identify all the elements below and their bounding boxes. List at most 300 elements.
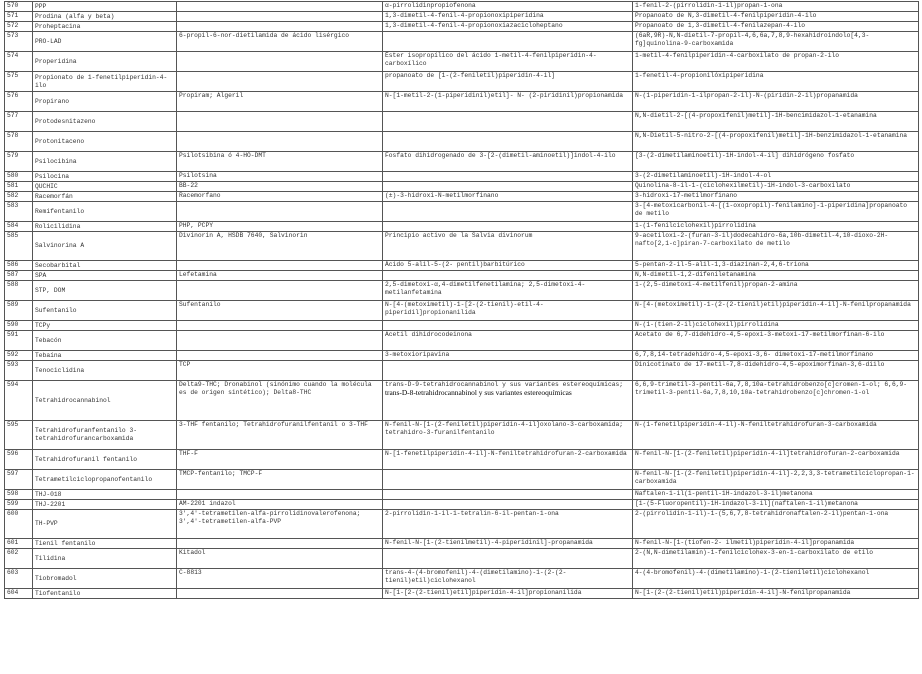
substance-chemical-name xyxy=(383,172,633,182)
substance-synonyms xyxy=(177,182,383,192)
substance-chemical-name xyxy=(383,72,633,92)
row-number-text: 597 xyxy=(7,470,19,477)
substance-iupac-name xyxy=(633,22,919,32)
substance-name xyxy=(33,52,177,72)
row-number-text: 598 xyxy=(7,490,19,497)
substance-chemical-name xyxy=(383,232,633,261)
substance-synonyms xyxy=(177,202,383,222)
substance-name xyxy=(33,112,177,132)
substance-iupac-name-text: N,N-dimetil-1,2-difeniletanamina xyxy=(635,271,756,278)
substance-synonyms-text: Lefetamina xyxy=(179,271,217,278)
row-number-text: 595 xyxy=(7,421,19,428)
substance-synonyms-text: Propiram; Algeril xyxy=(179,92,244,99)
substance-chemical-name-text: 2-pirrolidin-1-il-1-tetralin-6-il-pentan-1-ona xyxy=(385,510,559,517)
row-number-text: 573 xyxy=(7,32,19,39)
substance-iupac-name xyxy=(633,301,919,321)
table-row xyxy=(5,222,919,232)
row-number-text: 601 xyxy=(7,539,19,546)
substance-chemical-name xyxy=(383,92,633,112)
substance-synonyms xyxy=(177,2,383,12)
row-number-text: 596 xyxy=(7,450,19,457)
table-row xyxy=(5,589,919,599)
substance-name xyxy=(33,22,177,32)
substance-iupac-name-text: N-(1-fenetilpiperidin-4-il)-N-feniltetrahidrofuran-3-carboxamida xyxy=(635,421,877,428)
substance-name xyxy=(33,539,177,549)
table-row xyxy=(5,32,919,52)
row-number xyxy=(5,281,33,301)
substance-name xyxy=(33,2,177,12)
substance-name-text: Tiobromadol xyxy=(35,574,77,582)
row-number xyxy=(5,351,33,361)
substance-iupac-name xyxy=(633,12,919,22)
substance-iupac-name-text: Propanoato de N,3-dimetil-4-fenilpiperidin-4-ilo xyxy=(635,12,817,19)
table-row xyxy=(5,301,919,321)
row-number xyxy=(5,510,33,539)
substance-name xyxy=(33,351,177,361)
substance-iupac-name-text: 2-(pirrolidin-1-il)-1-(5,6,7,8-tetrahidronaftalen-2-il)pentan-1-ona xyxy=(635,510,889,517)
row-number-text: 571 xyxy=(7,12,19,19)
row-number-text: 588 xyxy=(7,281,19,288)
substance-chemical-name xyxy=(383,132,633,152)
table-row xyxy=(5,202,919,222)
substance-synonyms-text: 6-propil-6-nor-dietilamida de ácido lisérgico xyxy=(179,32,350,39)
substance-chemical-name xyxy=(383,569,633,589)
substance-synonyms-text: Delta9-THC; Dronabinol (sinónimo cuando la molécula es de origen sintético); Delta8-THC xyxy=(179,381,372,396)
row-number xyxy=(5,470,33,490)
row-number xyxy=(5,500,33,510)
row-number xyxy=(5,32,33,52)
substance-iupac-name-text: N-[4-(metoximetil)-1-(2-(2-tienil)etil)piperidin-4-il]-N-fenilpropanamida xyxy=(635,301,911,308)
substance-synonyms xyxy=(177,490,383,500)
substance-synonyms xyxy=(177,321,383,331)
substance-synonyms-text: Psilotsina xyxy=(179,172,217,179)
table-row xyxy=(5,381,919,421)
substance-iupac-name xyxy=(633,510,919,539)
substance-name xyxy=(33,281,177,301)
substance-name-text: Tetrametilciclopropanofentanilo xyxy=(35,475,153,483)
row-number xyxy=(5,192,33,202)
substance-synonyms xyxy=(177,361,383,381)
substance-iupac-name xyxy=(633,331,919,351)
substance-iupac-name-text: N-fenil-N-[1-(2-feniletil)piperidin-4-il]tetrahidrofuran-2-carboxamida xyxy=(635,450,900,457)
substance-iupac-name xyxy=(633,222,919,232)
row-number-text: 574 xyxy=(7,52,19,59)
substance-synonyms xyxy=(177,232,383,261)
substance-synonyms-text: Racemorfano xyxy=(179,192,221,199)
substance-name xyxy=(33,421,177,450)
substance-iupac-name xyxy=(633,321,919,331)
substance-iupac-name xyxy=(633,569,919,589)
table-row xyxy=(5,192,919,202)
substance-iupac-name xyxy=(633,271,919,281)
substance-synonyms xyxy=(177,152,383,172)
substance-chemical-name-text: propanoato de [1-(2-feniletil)piperidin-4-il] xyxy=(385,72,556,79)
substance-chemical-name xyxy=(383,202,633,222)
substance-synonyms-text: PHP, PCPY xyxy=(179,222,214,229)
substance-iupac-name xyxy=(633,539,919,549)
row-number xyxy=(5,52,33,72)
substance-chemical-name-text: Fosfato dihidrogenado de 3-[2-(dimetil-aminoetil)]indol-4-ilo xyxy=(385,152,616,159)
substance-iupac-name xyxy=(633,589,919,599)
substance-iupac-name xyxy=(633,2,919,12)
substance-synonyms xyxy=(177,539,383,549)
table-body xyxy=(5,2,919,599)
substance-chemical-name-text: N-[1-[2-(2-tienil)etil]piperidin-4-il]propionanilida xyxy=(385,589,582,596)
row-number xyxy=(5,490,33,500)
substance-chemical-name xyxy=(383,32,633,52)
substance-iupac-name xyxy=(633,152,919,172)
substance-iupac-name-text: Naftalen-1-il(1-pentil-1H-indazol-3-il)metanona xyxy=(635,490,813,497)
table-row xyxy=(5,261,919,271)
row-number xyxy=(5,72,33,92)
table-row xyxy=(5,182,919,192)
substance-synonyms-text: TCP xyxy=(179,361,191,368)
table-row xyxy=(5,281,919,301)
substance-iupac-name-text: N-fenil-N-[1-(tiofen-2- ilmetil)piperidin-4-il]propanamida xyxy=(635,539,855,546)
substance-iupac-name-text: N-(1-piperidin-1-ilpropan-2-il)-N-(piridin-2-il)propanamida xyxy=(635,92,858,99)
substance-iupac-name xyxy=(633,232,919,261)
table-row xyxy=(5,321,919,331)
substance-chemical-name xyxy=(383,22,633,32)
table-row xyxy=(5,331,919,351)
substance-name xyxy=(33,500,177,510)
row-number xyxy=(5,301,33,321)
substance-name-text: TH-PVP xyxy=(35,520,58,527)
substance-iupac-name xyxy=(633,500,919,510)
substance-name-text: QUCHIC xyxy=(35,182,58,190)
substance-synonyms-text: Kitadol xyxy=(179,549,206,556)
table-row xyxy=(5,232,919,261)
row-number-text: 578 xyxy=(7,132,19,139)
row-number xyxy=(5,112,33,132)
substance-chemical-name xyxy=(383,281,633,301)
substance-synonyms xyxy=(177,261,383,271)
substance-iupac-name-text: 9-acetiloxi-2-(furan-3-il)dodecahidro-6a,10b-dimetil-4,10-dioxo-2H-nafto[2,1-c]piran-7-carboxilato de metilo xyxy=(635,232,889,247)
substance-name xyxy=(33,152,177,172)
substance-synonyms xyxy=(177,192,383,202)
table-row xyxy=(5,132,919,152)
row-number xyxy=(5,539,33,549)
substance-iupac-name-text: 1-metil-4-fenilpiperidin-4-carboxilato de propan-2-ilo xyxy=(635,52,840,59)
substance-iupac-name-text: N,N-dietil-2-[(4-propoxifenil)metil]-1H-bencimidazol-1-etanamina xyxy=(635,112,877,119)
substance-name xyxy=(33,261,177,271)
row-number xyxy=(5,22,33,32)
table-row xyxy=(5,2,919,12)
substance-name-text: Sufentanilo xyxy=(35,306,77,314)
substance-iupac-name xyxy=(633,450,919,470)
row-number-text: 600 xyxy=(7,510,19,517)
substance-synonyms-text: Sufentanilo xyxy=(179,301,221,308)
substance-chemical-name xyxy=(383,152,633,172)
substance-name-text: PRO-LAD xyxy=(35,37,62,45)
row-number-text: 587 xyxy=(7,271,19,278)
substance-name-text: Tebacón xyxy=(35,336,62,344)
substance-name-text: Secobarbital xyxy=(35,261,81,269)
substance-iupac-name xyxy=(633,351,919,361)
substance-synonyms xyxy=(177,92,383,112)
substance-synonyms xyxy=(177,22,383,32)
substance-iupac-name xyxy=(633,281,919,301)
row-number-text: 575 xyxy=(7,72,19,79)
substance-name xyxy=(33,222,177,232)
substance-iupac-name-text: 3-hidroxi-17-metilmorfinano xyxy=(635,192,738,199)
table-row xyxy=(5,172,919,182)
chemical-name-part: trans-D-9-tetrahidrocannabinol y sus variantes estereoquímicas; xyxy=(385,381,624,388)
substance-chemical-name xyxy=(383,12,633,22)
row-number xyxy=(5,361,33,381)
row-number-text: 593 xyxy=(7,361,19,368)
substance-name-text: Tilidina xyxy=(35,554,66,562)
substance-synonyms xyxy=(177,331,383,351)
substance-synonyms xyxy=(177,32,383,52)
substance-name-text: Prodina (alfa y beta) xyxy=(35,12,115,20)
substance-synonyms xyxy=(177,281,383,301)
substance-chemical-name xyxy=(383,301,633,321)
substance-iupac-name-text: 1-(1-fenilciclohexil)pirrolidina xyxy=(635,222,756,229)
substance-synonyms-text: THF-F xyxy=(179,450,198,457)
substance-iupac-name xyxy=(633,361,919,381)
substance-iupac-name-text: N-(1-(tien-2-il)ciclohexil)pirrolidina xyxy=(635,321,779,328)
substance-iupac-name xyxy=(633,421,919,450)
substance-name xyxy=(33,361,177,381)
table-row xyxy=(5,351,919,361)
row-number-text: 582 xyxy=(7,192,19,199)
substance-name xyxy=(33,321,177,331)
substance-iupac-name-text: 3-[4-metoxicarbonil-4-[(1-oxopropil)-fenilamino]-1-piperidina]propanoato de metilo xyxy=(635,202,908,217)
substance-name-text: Tiofentanilo xyxy=(35,589,81,597)
substance-name xyxy=(33,12,177,22)
substance-synonyms-text: BB-22 xyxy=(179,182,198,189)
substance-iupac-name-text: (6aR,9R)-N,N-dietil-7-propil-4,6,6a,7,8,9-hexahidroindolo[4,3-fg]quinolina-9-carboxamida xyxy=(635,32,870,47)
substance-chemical-name xyxy=(383,539,633,549)
substance-iupac-name-text: 6,7,8,14-tetradehidro-4,5-epoxi-3,6- dimetoxi-17-metilmorfinano xyxy=(635,351,874,358)
substance-name xyxy=(33,271,177,281)
substance-name xyxy=(33,490,177,500)
row-number-text: 602 xyxy=(7,549,19,556)
row-number xyxy=(5,172,33,182)
substance-iupac-name-text: Acetato de 6,7-didehidro-4,5-epoxi-3-metoxi-17-metilmorfinan-6-ilo xyxy=(635,331,885,338)
substance-iupac-name xyxy=(633,132,919,152)
substance-name xyxy=(33,172,177,182)
substance-chemical-name xyxy=(383,381,633,421)
row-number-text: 585 xyxy=(7,232,19,239)
substance-name-text: Proheptacina xyxy=(35,22,81,30)
substance-chemical-name xyxy=(383,450,633,470)
substance-name-text: Tetrahidrofuranil fentanilo xyxy=(35,455,138,463)
row-number xyxy=(5,331,33,351)
substance-name-text: SPA xyxy=(35,271,47,279)
row-number-text: 572 xyxy=(7,22,19,29)
substance-iupac-name-text: 1-fenetil-4-propionilóxipiperidina xyxy=(635,72,764,79)
substance-iupac-name-text: 4-(4-bromofenil)-4-(dimetilamino)-1-(2-tieniletil)ciclohexanol xyxy=(635,569,870,576)
row-number-text: 604 xyxy=(7,589,19,596)
substance-synonyms xyxy=(177,450,383,470)
substance-chemical-name xyxy=(383,112,633,132)
row-number xyxy=(5,271,33,281)
row-number-text: 581 xyxy=(7,182,19,189)
row-number-text: 570 xyxy=(7,2,19,9)
row-number-text: 586 xyxy=(7,261,19,268)
table-row xyxy=(5,539,919,549)
substance-chemical-name xyxy=(383,182,633,192)
substance-name-text: Tienil fentanilo xyxy=(35,539,96,547)
substance-iupac-name-text: N-[1-(2-(2-tienil)etil)piperidin-4-il]-N-fenilpropanamida xyxy=(635,589,851,596)
substance-name-text: STP, DOM xyxy=(35,286,66,294)
table-row xyxy=(5,22,919,32)
substance-chemical-name xyxy=(383,490,633,500)
substance-name-text: THJ-2201 xyxy=(35,500,66,508)
substance-iupac-name-text: N-fenil-N-[1-(2-feniletil)piperidin-4-il]-2,2,3,3-tetrametilciclopropan-1-carboxamida xyxy=(635,470,915,485)
substance-name-text: Properidina xyxy=(35,57,77,65)
substance-chemical-name xyxy=(383,500,633,510)
substance-name xyxy=(33,450,177,470)
substance-name xyxy=(33,192,177,202)
substance-chemical-name-text: Ácido 5-alil-5-(2- pentil)barbitúrico xyxy=(385,261,525,268)
substance-chemical-name xyxy=(383,510,633,539)
substance-name xyxy=(33,202,177,222)
substance-iupac-name xyxy=(633,192,919,202)
substance-synonyms-text: AM-2201 indazol xyxy=(179,500,236,507)
substance-chemical-name-text: (±)-3-hidroxi-N-metilmorfinano xyxy=(385,192,499,199)
row-number xyxy=(5,92,33,112)
substance-chemical-name-text: N-[1-metil-2-(1-piperidinil)etil]- N- (2-piridinil)propionamida xyxy=(385,92,624,99)
substance-iupac-name-text: 6,6,9-trimetil-3-pentil-6a,7,8,10a-tetrahidrobenzo[c]cromen-1-ol; 6,6,9-trimetil-3-pentil-6a,7,8,10,10a-tetrahidrobenzo[c]chromen-1-ol xyxy=(635,381,908,396)
substance-name xyxy=(33,92,177,112)
substance-synonyms xyxy=(177,301,383,321)
row-number xyxy=(5,2,33,12)
substance-chemical-name-text: 3-metoxioripavina xyxy=(385,351,450,358)
substance-synonyms xyxy=(177,52,383,72)
substance-chemical-name-text: Acetil dihidrocodeinona xyxy=(385,331,472,338)
substance-name xyxy=(33,331,177,351)
substance-synonyms xyxy=(177,112,383,132)
substance-synonyms xyxy=(177,510,383,539)
substance-table xyxy=(4,1,919,599)
substance-chemical-name-text: Principio activo de la Salvia divinorum xyxy=(385,232,533,239)
substance-chemical-name xyxy=(383,321,633,331)
substance-synonyms xyxy=(177,351,383,361)
row-number-text: 584 xyxy=(7,222,19,229)
substance-chemical-name xyxy=(383,2,633,12)
row-number xyxy=(5,132,33,152)
substance-synonyms-text: Psilotsibina ó 4-HO-DMT xyxy=(179,152,266,159)
substance-chemical-name-text: N-[4-(metoximetil)-1-[2-(2-tienil)-etil-4-piperidil]propionanilida xyxy=(385,301,544,316)
substance-name xyxy=(33,32,177,52)
substance-chemical-name-text: 2,5-dimetoxi-α,4-dimetilfenetilamina; 2,5-dimetoxi-4-metilanfetamina xyxy=(385,281,586,296)
substance-iupac-name-text: Quinolina-8-il-1-(ciclohexilmetil)-1H-indol-3-carboxilato xyxy=(635,182,851,189)
substance-name-text: Rolicilidina xyxy=(35,222,81,230)
substance-name-text: Tetrahidrofuranfentanilo 3-tetrahidrofurancarboxamida xyxy=(35,427,138,442)
substance-name-text: Racemorfán xyxy=(35,192,73,200)
substance-iupac-name xyxy=(633,32,919,52)
substance-chemical-name-text: trans-4-(4-bromofenil)-4-(dimetilamino)-1-(2-(2-tienil)etil)ciclohexanol xyxy=(385,569,567,584)
substance-synonyms xyxy=(177,271,383,281)
row-number-text: 576 xyxy=(7,92,19,99)
substance-name xyxy=(33,549,177,569)
substance-synonyms xyxy=(177,381,383,421)
substance-chemical-name-text: N-fenil-N-[1-(2-feniletil)piperidin-4-il]oxolano-3-carboxamida; tetrahidro-3-furanilfentanilo xyxy=(385,421,624,436)
substance-name-text: Protodesnitazeno xyxy=(35,117,96,125)
table-row xyxy=(5,52,919,72)
row-number-text: 590 xyxy=(7,321,19,328)
substance-iupac-name xyxy=(633,490,919,500)
substance-iupac-name-text: 2-(N,N-dimetilamin)-1-fenilciclohex-3-en-1-carboxilato de etilo xyxy=(635,549,874,556)
substance-iupac-name-text: N,N-Dietil-5-nitro-2-[(4-propoxifenil)metil]-1H-benzimidazol-1-etanamina xyxy=(635,132,908,139)
row-number xyxy=(5,152,33,172)
table-row xyxy=(5,112,919,132)
substance-synonyms xyxy=(177,12,383,22)
substance-synonyms xyxy=(177,549,383,569)
table-row xyxy=(5,490,919,500)
substance-name xyxy=(33,510,177,539)
row-number xyxy=(5,321,33,331)
row-number xyxy=(5,589,33,599)
substance-iupac-name xyxy=(633,172,919,182)
substance-chemical-name xyxy=(383,331,633,351)
substance-synonyms xyxy=(177,132,383,152)
table-row xyxy=(5,72,919,92)
substance-chemical-name xyxy=(383,470,633,490)
substance-chemical-name xyxy=(383,192,633,202)
table-row xyxy=(5,152,919,172)
substance-name-text: Tetrahidrocannabinol xyxy=(35,396,111,404)
row-number-text: 579 xyxy=(7,152,19,159)
row-number-text: 577 xyxy=(7,112,19,119)
table-row xyxy=(5,549,919,569)
substance-iupac-name-text: [1-(5-Fluoropentil)-1H-indazol-3-il](naftalen-1-il)metanona xyxy=(635,500,858,507)
table-row xyxy=(5,92,919,112)
substance-synonyms xyxy=(177,500,383,510)
substance-iupac-name-text: Propanoato de 1,3-dimetil-4-fenilazepan-4-ilo xyxy=(635,22,806,29)
substance-chemical-name xyxy=(383,222,633,232)
substance-chemical-name-text: 1,3-dimetil-4-fenil-4-propionoxipiperidina xyxy=(385,12,544,19)
substance-name-text: Tenociclidina xyxy=(35,366,85,374)
substance-synonyms-text: C-8813 xyxy=(179,569,202,576)
substance-iupac-name xyxy=(633,261,919,271)
substance-iupac-name xyxy=(633,112,919,132)
substance-name-text: Psilocina xyxy=(35,172,70,180)
substance-iupac-name xyxy=(633,182,919,192)
substance-name-text: TCPy xyxy=(35,321,51,329)
substance-synonyms-text: 3',4'-tetrametilen-alfa-pirrolidinovalerofenona; 3',4'-tetrametilen-alfa-PVP xyxy=(179,510,361,525)
substance-chemical-name xyxy=(383,261,633,271)
substance-iupac-name xyxy=(633,549,919,569)
substance-synonyms xyxy=(177,172,383,182)
substance-iupac-name xyxy=(633,470,919,490)
substance-iupac-name xyxy=(633,52,919,72)
table-row xyxy=(5,12,919,22)
table-row xyxy=(5,450,919,470)
substance-name-text: Psilocibina xyxy=(35,157,77,165)
substance-name-text: THJ-018 xyxy=(35,490,62,498)
substance-name xyxy=(33,132,177,152)
substance-name xyxy=(33,232,177,261)
substance-chemical-name xyxy=(383,421,633,450)
substance-chemical-name xyxy=(383,549,633,569)
substance-synonyms xyxy=(177,72,383,92)
substance-synonyms-text: 3-THF fentanilo; Tetrahidrofuranilfentanil o 3-THF xyxy=(179,421,368,428)
row-number xyxy=(5,569,33,589)
substance-chemical-name-text: 1,3-dimetil-4-fenil-4-propionoxiazacicloheptano xyxy=(385,22,563,29)
substance-name xyxy=(33,381,177,421)
substance-iupac-name xyxy=(633,202,919,222)
substance-chemical-name xyxy=(383,589,633,599)
table-row xyxy=(5,470,919,490)
substance-chemical-name xyxy=(383,361,633,381)
row-number xyxy=(5,549,33,569)
substance-name xyxy=(33,569,177,589)
substance-iupac-name-text: 3-(2-dimetilaminoetil)-1H-indol-4-ol xyxy=(635,172,772,179)
